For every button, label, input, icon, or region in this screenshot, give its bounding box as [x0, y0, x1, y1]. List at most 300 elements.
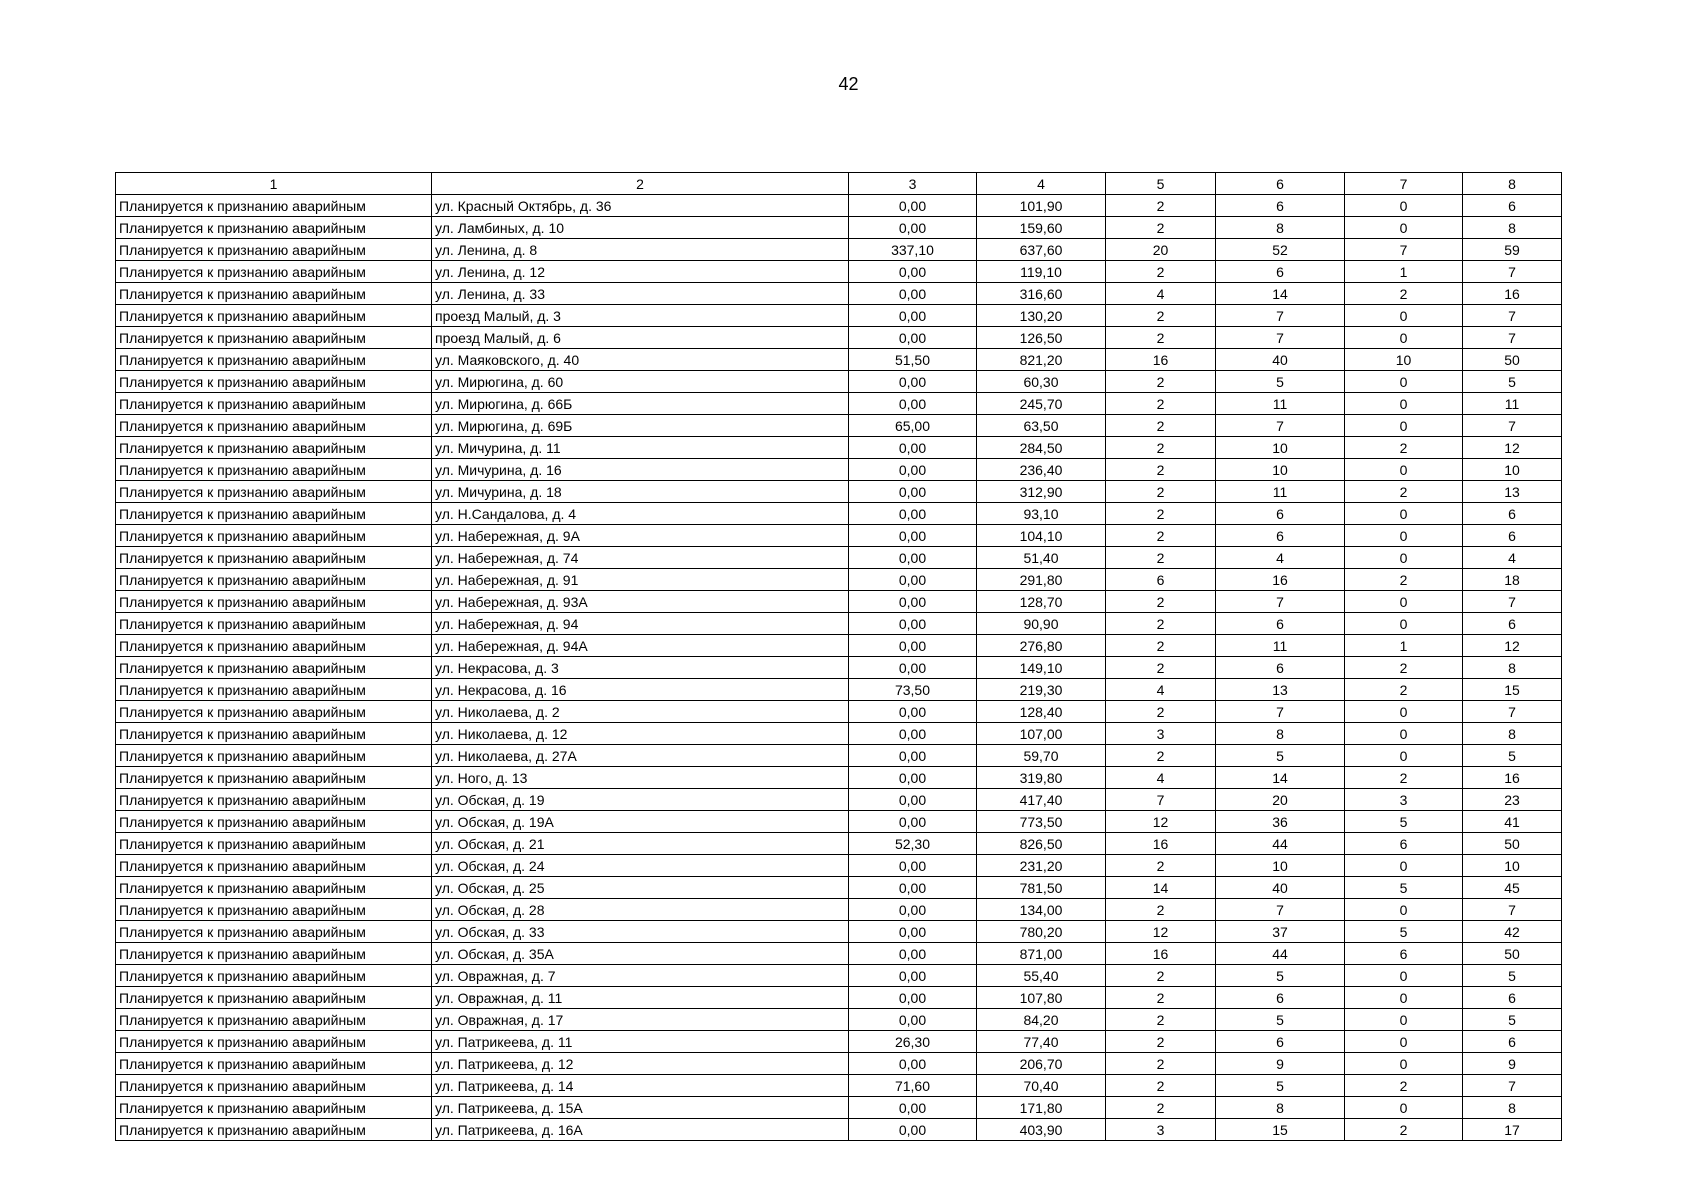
table-row	[116, 503, 1562, 525]
table-row	[116, 833, 1562, 855]
status-cell: Планируется к признанию аварийным	[116, 767, 432, 789]
col8-cell: 16	[1463, 283, 1562, 305]
address-cell: ул. Некрасова, д. 3	[432, 657, 849, 679]
address-cell: ул. Патрикеева, д. 15А	[432, 1097, 849, 1119]
col7-cell: 1	[1345, 635, 1463, 657]
col4-cell: 107,00	[977, 723, 1106, 745]
address-cell: ул. Обская, д. 21	[432, 833, 849, 855]
col3-cell: 0,00	[849, 569, 977, 591]
status-cell: Планируется к признанию аварийным	[116, 899, 432, 921]
col7-cell: 0	[1345, 987, 1463, 1009]
col5-cell: 2	[1106, 217, 1216, 239]
col8-cell: 6	[1463, 613, 1562, 635]
col3-cell: 0,00	[849, 877, 977, 899]
col5-cell: 16	[1106, 943, 1216, 965]
table-row	[116, 899, 1562, 921]
col3-cell: 0,00	[849, 459, 977, 481]
status-cell: Планируется к признанию аварийным	[116, 833, 432, 855]
col4-cell: 319,80	[977, 767, 1106, 789]
col8-cell: 7	[1463, 327, 1562, 349]
status-cell: Планируется к признанию аварийным	[116, 855, 432, 877]
col5-cell: 2	[1106, 547, 1216, 569]
table-row	[116, 943, 1562, 965]
status-cell: Планируется к признанию аварийным	[116, 877, 432, 899]
col7-cell: 6	[1345, 943, 1463, 965]
col6-cell: 52	[1216, 239, 1345, 261]
table-row	[116, 877, 1562, 899]
col3-cell: 0,00	[849, 635, 977, 657]
address-cell: ул. Набережная, д. 9А	[432, 525, 849, 547]
col7-cell: 7	[1345, 239, 1463, 261]
col4-cell: 55,40	[977, 965, 1106, 987]
col7-cell: 1	[1345, 261, 1463, 283]
col7-cell: 0	[1345, 899, 1463, 921]
col4-cell: 101,90	[977, 195, 1106, 217]
col3-cell: 0,00	[849, 987, 977, 1009]
address-cell: ул. Николаева, д. 2	[432, 701, 849, 723]
col5-cell: 3	[1106, 723, 1216, 745]
status-cell: Планируется к признанию аварийным	[116, 657, 432, 679]
col3-cell: 0,00	[849, 217, 977, 239]
col4-cell: 159,60	[977, 217, 1106, 239]
col4-cell: 780,20	[977, 921, 1106, 943]
table-row	[116, 415, 1562, 437]
table-row	[116, 305, 1562, 327]
col5-cell: 2	[1106, 855, 1216, 877]
col4-cell: 821,20	[977, 349, 1106, 371]
address-cell: ул. Мирюгина, д. 69Б	[432, 415, 849, 437]
status-cell: Планируется к признанию аварийным	[116, 459, 432, 481]
table-row	[116, 613, 1562, 635]
col8-cell: 59	[1463, 239, 1562, 261]
col4-cell: 245,70	[977, 393, 1106, 415]
address-cell: ул. Овражная, д. 17	[432, 1009, 849, 1031]
col6-cell: 11	[1216, 635, 1345, 657]
address-cell: ул. Николаева, д. 27А	[432, 745, 849, 767]
col7-cell: 0	[1345, 965, 1463, 987]
address-cell: ул. Обская, д. 35А	[432, 943, 849, 965]
col6-cell: 11	[1216, 481, 1345, 503]
col5-cell: 2	[1106, 1075, 1216, 1097]
status-cell: Планируется к признанию аварийным	[116, 503, 432, 525]
col6-cell: 6	[1216, 503, 1345, 525]
col5-cell: 2	[1106, 899, 1216, 921]
status-cell: Планируется к признанию аварийным	[116, 349, 432, 371]
status-cell: Планируется к признанию аварийным	[116, 811, 432, 833]
table-row	[116, 393, 1562, 415]
col5-cell: 2	[1106, 459, 1216, 481]
status-cell: Планируется к признанию аварийным	[116, 305, 432, 327]
column-header-8: 8	[1463, 173, 1562, 195]
col4-cell: 206,70	[977, 1053, 1106, 1075]
col8-cell: 50	[1463, 833, 1562, 855]
col5-cell: 2	[1106, 1031, 1216, 1053]
col7-cell: 0	[1345, 371, 1463, 393]
col5-cell: 2	[1106, 591, 1216, 613]
col7-cell: 3	[1345, 789, 1463, 811]
col5-cell: 2	[1106, 1053, 1216, 1075]
status-cell: Планируется к признанию аварийным	[116, 789, 432, 811]
status-cell: Планируется к признанию аварийным	[116, 195, 432, 217]
table-row	[116, 965, 1562, 987]
col8-cell: 5	[1463, 745, 1562, 767]
col8-cell: 7	[1463, 415, 1562, 437]
col3-cell: 73,50	[849, 679, 977, 701]
column-header-4: 4	[977, 173, 1106, 195]
col7-cell: 0	[1345, 305, 1463, 327]
col8-cell: 6	[1463, 987, 1562, 1009]
table-row	[116, 635, 1562, 657]
table-row	[116, 1097, 1562, 1119]
col7-cell: 0	[1345, 415, 1463, 437]
col8-cell: 9	[1463, 1053, 1562, 1075]
col7-cell: 2	[1345, 767, 1463, 789]
address-cell: ул. Обская, д. 28	[432, 899, 849, 921]
address-cell: ул. Набережная, д. 94А	[432, 635, 849, 657]
col3-cell: 0,00	[849, 701, 977, 723]
table-row	[116, 371, 1562, 393]
col8-cell: 12	[1463, 437, 1562, 459]
address-cell: ул. Мичурина, д. 11	[432, 437, 849, 459]
address-cell: ул. Мирюгина, д. 60	[432, 371, 849, 393]
col6-cell: 14	[1216, 767, 1345, 789]
col7-cell: 10	[1345, 349, 1463, 371]
col8-cell: 6	[1463, 1031, 1562, 1053]
col8-cell: 15	[1463, 679, 1562, 701]
col5-cell: 2	[1106, 327, 1216, 349]
col3-cell: 0,00	[849, 1053, 977, 1075]
col8-cell: 6	[1463, 503, 1562, 525]
column-header-6: 6	[1216, 173, 1345, 195]
col5-cell: 2	[1106, 613, 1216, 635]
col6-cell: 4	[1216, 547, 1345, 569]
col8-cell: 8	[1463, 657, 1562, 679]
col3-cell: 0,00	[849, 283, 977, 305]
col5-cell: 12	[1106, 921, 1216, 943]
col7-cell: 2	[1345, 569, 1463, 591]
address-cell: ул. Набережная, д. 91	[432, 569, 849, 591]
status-cell: Планируется к признанию аварийным	[116, 745, 432, 767]
col5-cell: 12	[1106, 811, 1216, 833]
col4-cell: 93,10	[977, 503, 1106, 525]
col8-cell: 7	[1463, 261, 1562, 283]
page-number: 42	[838, 74, 859, 94]
col7-cell: 0	[1345, 591, 1463, 613]
table-row	[116, 481, 1562, 503]
status-cell: Планируется к признанию аварийным	[116, 327, 432, 349]
col4-cell: 130,20	[977, 305, 1106, 327]
col8-cell: 41	[1463, 811, 1562, 833]
table-row	[116, 525, 1562, 547]
col5-cell: 4	[1106, 283, 1216, 305]
col5-cell: 2	[1106, 415, 1216, 437]
col6-cell: 6	[1216, 987, 1345, 1009]
table-row	[116, 217, 1562, 239]
col4-cell: 316,60	[977, 283, 1106, 305]
col6-cell: 7	[1216, 701, 1345, 723]
col7-cell: 2	[1345, 1075, 1463, 1097]
col7-cell: 2	[1345, 1119, 1463, 1141]
col3-cell: 0,00	[849, 525, 977, 547]
col5-cell: 2	[1106, 1097, 1216, 1119]
address-cell: проезд Малый, д. 3	[432, 305, 849, 327]
col4-cell: 51,40	[977, 547, 1106, 569]
col3-cell: 0,00	[849, 811, 977, 833]
col7-cell: 0	[1345, 327, 1463, 349]
col3-cell: 51,50	[849, 349, 977, 371]
table-row	[116, 987, 1562, 1009]
col6-cell: 7	[1216, 415, 1345, 437]
col5-cell: 2	[1106, 503, 1216, 525]
col7-cell: 0	[1345, 1031, 1463, 1053]
col8-cell: 10	[1463, 459, 1562, 481]
col8-cell: 8	[1463, 723, 1562, 745]
table-row	[116, 437, 1562, 459]
status-cell: Планируется к признанию аварийным	[116, 547, 432, 569]
col7-cell: 5	[1345, 921, 1463, 943]
col5-cell: 2	[1106, 1009, 1216, 1031]
col7-cell: 2	[1345, 481, 1463, 503]
table-row	[116, 767, 1562, 789]
col4-cell: 291,80	[977, 569, 1106, 591]
col6-cell: 13	[1216, 679, 1345, 701]
col3-cell: 0,00	[849, 591, 977, 613]
table-row	[116, 569, 1562, 591]
address-cell: ул. Николаева, д. 12	[432, 723, 849, 745]
col4-cell: 276,80	[977, 635, 1106, 657]
column-header-5: 5	[1106, 173, 1216, 195]
col3-cell: 71,60	[849, 1075, 977, 1097]
col5-cell: 6	[1106, 569, 1216, 591]
table-row	[116, 921, 1562, 943]
col6-cell: 36	[1216, 811, 1345, 833]
address-cell: ул. Патрикеева, д. 16А	[432, 1119, 849, 1141]
col6-cell: 44	[1216, 833, 1345, 855]
col7-cell: 2	[1345, 283, 1463, 305]
table-row	[116, 327, 1562, 349]
col4-cell: 84,20	[977, 1009, 1106, 1031]
col6-cell: 6	[1216, 195, 1345, 217]
status-cell: Планируется к признанию аварийным	[116, 437, 432, 459]
col4-cell: 773,50	[977, 811, 1106, 833]
col4-cell: 871,00	[977, 943, 1106, 965]
col4-cell: 70,40	[977, 1075, 1106, 1097]
col4-cell: 63,50	[977, 415, 1106, 437]
col5-cell: 7	[1106, 789, 1216, 811]
col3-cell: 0,00	[849, 1009, 977, 1031]
table-row	[116, 789, 1562, 811]
data-table	[115, 172, 1562, 1141]
col6-cell: 11	[1216, 393, 1345, 415]
col3-cell: 0,00	[849, 1119, 977, 1141]
col3-cell: 0,00	[849, 371, 977, 393]
col8-cell: 7	[1463, 701, 1562, 723]
status-cell: Планируется к признанию аварийным	[116, 569, 432, 591]
col4-cell: 128,40	[977, 701, 1106, 723]
address-cell: ул. Мичурина, д. 18	[432, 481, 849, 503]
status-cell: Планируется к признанию аварийным	[116, 283, 432, 305]
col6-cell: 8	[1216, 723, 1345, 745]
col6-cell: 9	[1216, 1053, 1345, 1075]
col5-cell: 2	[1106, 195, 1216, 217]
address-cell: ул. Обская, д. 19	[432, 789, 849, 811]
col6-cell: 10	[1216, 459, 1345, 481]
col7-cell: 0	[1345, 855, 1463, 877]
col7-cell: 0	[1345, 1097, 1463, 1119]
col8-cell: 50	[1463, 349, 1562, 371]
col7-cell: 0	[1345, 547, 1463, 569]
address-cell: ул. Ленина, д. 8	[432, 239, 849, 261]
address-cell: ул. Н.Сандалова, д. 4	[432, 503, 849, 525]
col6-cell: 5	[1216, 371, 1345, 393]
col5-cell: 4	[1106, 679, 1216, 701]
status-cell: Планируется к признанию аварийным	[116, 701, 432, 723]
col6-cell: 6	[1216, 525, 1345, 547]
col3-cell: 0,00	[849, 481, 977, 503]
col4-cell: 119,10	[977, 261, 1106, 283]
address-cell: ул. Красный Октябрь, д. 36	[432, 195, 849, 217]
status-cell: Планируется к признанию аварийным	[116, 239, 432, 261]
col6-cell: 5	[1216, 965, 1345, 987]
col3-cell: 0,00	[849, 393, 977, 415]
col4-cell: 104,10	[977, 525, 1106, 547]
table-row	[116, 701, 1562, 723]
address-cell: ул. Мичурина, д. 16	[432, 459, 849, 481]
col3-cell: 65,00	[849, 415, 977, 437]
address-cell: ул. Обская, д. 25	[432, 877, 849, 899]
status-cell: Планируется к признанию аварийным	[116, 635, 432, 657]
col4-cell: 107,80	[977, 987, 1106, 1009]
col8-cell: 4	[1463, 547, 1562, 569]
col3-cell: 0,00	[849, 503, 977, 525]
status-cell: Планируется к признанию аварийным	[116, 723, 432, 745]
col6-cell: 5	[1216, 1075, 1345, 1097]
col8-cell: 50	[1463, 943, 1562, 965]
col6-cell: 15	[1216, 1119, 1345, 1141]
col5-cell: 16	[1106, 349, 1216, 371]
status-cell: Планируется к признанию аварийным	[116, 1119, 432, 1141]
col5-cell: 14	[1106, 877, 1216, 899]
col4-cell: 77,40	[977, 1031, 1106, 1053]
col7-cell: 0	[1345, 613, 1463, 635]
col4-cell: 826,50	[977, 833, 1106, 855]
table-row	[116, 855, 1562, 877]
column-header-2: 2	[432, 173, 849, 195]
col6-cell: 10	[1216, 855, 1345, 877]
col4-cell: 90,90	[977, 613, 1106, 635]
address-cell: ул. Набережная, д. 93А	[432, 591, 849, 613]
col6-cell: 40	[1216, 877, 1345, 899]
col4-cell: 312,90	[977, 481, 1106, 503]
table-row	[116, 349, 1562, 371]
col4-cell: 134,00	[977, 899, 1106, 921]
col5-cell: 2	[1106, 965, 1216, 987]
address-cell: ул. Ламбиных, д. 10	[432, 217, 849, 239]
col5-cell: 3	[1106, 1119, 1216, 1141]
status-cell: Планируется к признанию аварийным	[116, 371, 432, 393]
col6-cell: 6	[1216, 261, 1345, 283]
status-cell: Планируется к признанию аварийным	[116, 261, 432, 283]
status-cell: Планируется к признанию аварийным	[116, 415, 432, 437]
col5-cell: 4	[1106, 767, 1216, 789]
col6-cell: 40	[1216, 349, 1345, 371]
col7-cell: 2	[1345, 437, 1463, 459]
col3-cell: 0,00	[849, 921, 977, 943]
address-cell: ул. Обская, д. 19А	[432, 811, 849, 833]
col4-cell: 417,40	[977, 789, 1106, 811]
status-cell: Планируется к признанию аварийным	[116, 1097, 432, 1119]
table-row	[116, 1031, 1562, 1053]
col7-cell: 0	[1345, 393, 1463, 415]
col3-cell: 26,30	[849, 1031, 977, 1053]
col7-cell: 0	[1345, 195, 1463, 217]
status-cell: Планируется к признанию аварийным	[116, 1075, 432, 1097]
col3-cell: 0,00	[849, 943, 977, 965]
col5-cell: 2	[1106, 305, 1216, 327]
address-cell: ул. Набережная, д. 94	[432, 613, 849, 635]
col7-cell: 2	[1345, 657, 1463, 679]
column-header-1: 1	[116, 173, 432, 195]
col8-cell: 6	[1463, 525, 1562, 547]
col6-cell: 16	[1216, 569, 1345, 591]
status-cell: Планируется к признанию аварийным	[116, 1009, 432, 1031]
col8-cell: 7	[1463, 1075, 1562, 1097]
col6-cell: 7	[1216, 305, 1345, 327]
address-cell: ул. Маяковского, д. 40	[432, 349, 849, 371]
col6-cell: 6	[1216, 613, 1345, 635]
col4-cell: 128,70	[977, 591, 1106, 613]
col3-cell: 0,00	[849, 657, 977, 679]
col5-cell: 2	[1106, 745, 1216, 767]
table-row	[116, 657, 1562, 679]
status-cell: Планируется к признанию аварийным	[116, 1031, 432, 1053]
col7-cell: 5	[1345, 811, 1463, 833]
address-cell: ул. Ленина, д. 12	[432, 261, 849, 283]
col5-cell: 2	[1106, 635, 1216, 657]
table-row	[116, 261, 1562, 283]
col5-cell: 2	[1106, 525, 1216, 547]
col3-cell: 0,00	[849, 437, 977, 459]
col8-cell: 23	[1463, 789, 1562, 811]
address-cell: ул. Патрикеева, д. 11	[432, 1031, 849, 1053]
table-row	[116, 195, 1562, 217]
address-cell: проезд Малый, д. 6	[432, 327, 849, 349]
col7-cell: 6	[1345, 833, 1463, 855]
table-row	[116, 745, 1562, 767]
col3-cell: 0,00	[849, 261, 977, 283]
col5-cell: 2	[1106, 657, 1216, 679]
address-cell: ул. Патрикеева, д. 12	[432, 1053, 849, 1075]
col6-cell: 6	[1216, 657, 1345, 679]
col3-cell: 0,00	[849, 613, 977, 635]
table-row	[116, 1075, 1562, 1097]
col6-cell: 7	[1216, 591, 1345, 613]
col3-cell: 52,30	[849, 833, 977, 855]
status-cell: Планируется к признанию аварийным	[116, 481, 432, 503]
col5-cell: 2	[1106, 481, 1216, 503]
col8-cell: 11	[1463, 393, 1562, 415]
col3-cell: 0,00	[849, 767, 977, 789]
col8-cell: 5	[1463, 1009, 1562, 1031]
address-cell: ул. Ленина, д. 33	[432, 283, 849, 305]
col7-cell: 5	[1345, 877, 1463, 899]
col7-cell: 0	[1345, 745, 1463, 767]
col8-cell: 8	[1463, 217, 1562, 239]
address-cell: ул. Некрасова, д. 16	[432, 679, 849, 701]
col3-cell: 0,00	[849, 723, 977, 745]
col3-cell: 0,00	[849, 789, 977, 811]
col8-cell: 12	[1463, 635, 1562, 657]
